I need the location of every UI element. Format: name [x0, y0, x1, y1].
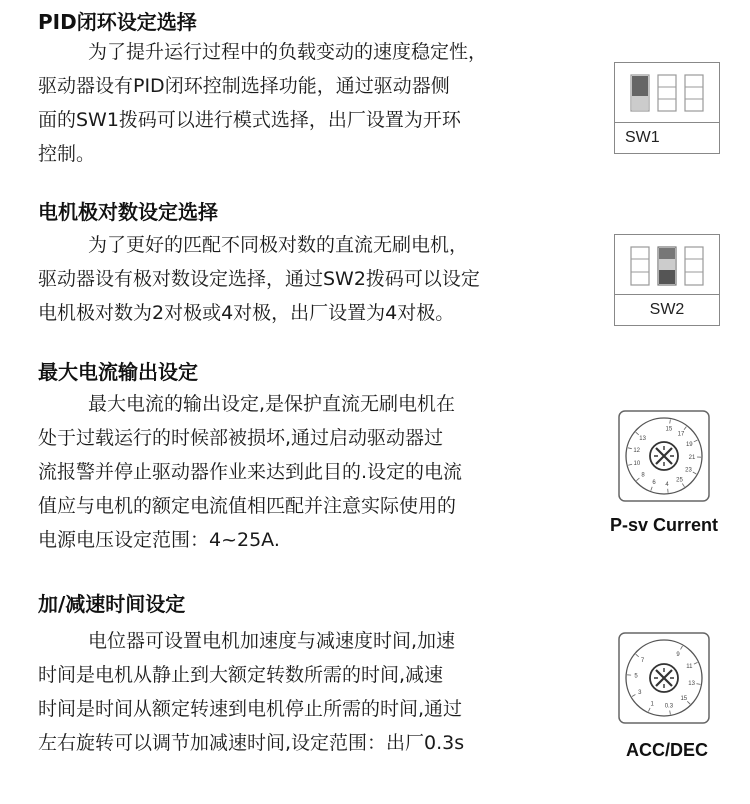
section-title-pole-pairs: 电机极对数设定选择: [38, 200, 218, 224]
body-line: 电机极对数为2对极或4对极，出厂设置为4对极。: [38, 302, 455, 324]
body-line: 时间是时间从额定转速到电机停止所需的时间,通过: [38, 698, 463, 720]
body-line: 为了提升运行过程中的负载变动的速度稳定性，: [88, 41, 488, 63]
current-rotary-dial[interactable]: [618, 410, 710, 506]
dial-tick-label: 12: [633, 447, 641, 454]
dial-tick-label: 7: [640, 658, 645, 664]
section-title-acc-dec: 加/减速时间设定: [38, 592, 186, 616]
dial-tick-label: 21: [688, 454, 696, 461]
section-body-max-current: [38, 387, 462, 557]
sw1-switch-icon: [615, 63, 719, 123]
section-title-pid: PID闭环设定选择: [38, 10, 197, 34]
body-line: 控制。: [38, 143, 96, 165]
accdec-dial-caption: ACC/DEC: [626, 740, 709, 760]
body-line: 为了更好的匹配不同极对数的直流无刷电机，: [88, 234, 469, 256]
section-body-pid: [38, 35, 487, 171]
dial-tick-label: 19: [685, 442, 693, 448]
body-line: 电位器可设置电机加速度与减速度时间,加速: [88, 630, 456, 652]
dial-tick-label: 5: [634, 673, 638, 680]
dial-tick-label: 1: [650, 701, 654, 708]
accdec-rotary-dial[interactable]: [618, 632, 710, 728]
body-line: 驱动器设有PID闭环控制选择功能，通过驱动器侧: [38, 75, 450, 97]
sw1-label: SW1: [625, 129, 660, 146]
body-line: 电源电压设定范围：4~25A.: [38, 529, 280, 551]
dial-tick-label: 3: [638, 690, 642, 696]
rotary-dial-icon: [618, 632, 710, 724]
dial-tick-label: 15: [665, 426, 673, 433]
dial-tick-label: 4: [665, 481, 669, 488]
dial-tick-label: 15: [680, 695, 688, 702]
body-line: 流报警并停止驱动器作业来达到此目的.设定的电流: [38, 461, 463, 483]
section-title-max-current: 最大电流输出设定: [38, 360, 198, 384]
dial-tick-label: 13: [688, 680, 695, 687]
rotary-dial-icon: [618, 410, 710, 502]
dial-tick-label: 10: [633, 461, 641, 467]
body-line: 处于过载运行的时候部被损坏,通过启动驱动器过: [38, 427, 444, 449]
section-body-acc-dec: [38, 624, 464, 760]
dial-tick-label: 25: [676, 477, 683, 484]
dial-tick-label: 11: [686, 664, 693, 671]
section-body-pole-pairs: [38, 228, 480, 330]
current-dial-caption: P-sv Current: [610, 515, 719, 535]
dial-tick-label: 0.3: [664, 703, 674, 710]
body-line: 驱动器设有极对数设定选择，通过SW2拨码可以设定: [38, 268, 480, 290]
dial-tick-label: 9: [676, 651, 680, 658]
body-line: 时间是电机从静止到大额定转数所需的时间,减速: [38, 664, 444, 686]
dial-tick-label: 13: [639, 436, 646, 442]
body-line: 最大电流的输出设定,是保护直流无刷电机在: [88, 393, 456, 415]
dial-tick-label: 17: [677, 431, 685, 438]
sw2-label: SW2: [649, 301, 685, 318]
body-line: 值应与电机的额定电流值相匹配并注意实际使用的: [38, 495, 457, 517]
sw2-dip-switch-figure: [614, 234, 720, 326]
body-line: 面的SW1拨码可以进行模式选择，出厂设置为开环: [38, 109, 461, 131]
sw2-switch-icon: [615, 235, 719, 295]
body-line: 左右旋转可以调节加减速时间,设定范围：出厂0.3s: [38, 732, 465, 754]
dial-tick-label: 8: [641, 472, 645, 479]
dial-tick-label: 23: [685, 467, 692, 474]
sw1-dip-switch-figure: [614, 62, 720, 154]
dial-tick-label: 6: [652, 480, 656, 487]
